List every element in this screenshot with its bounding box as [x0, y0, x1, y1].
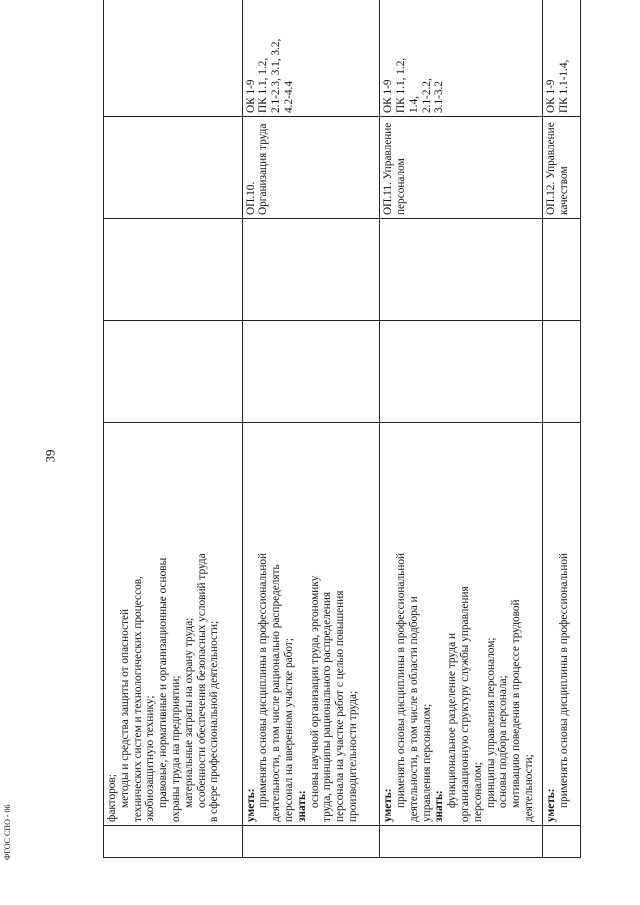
page-number: 39	[42, 449, 58, 463]
discipline-name: ОП.12. Управление качеством	[544, 122, 570, 215]
competencies-cell	[380, 0, 543, 117]
requirement-line: знать:	[433, 790, 446, 822]
requirement-line: правовые, нормативные и организационные основы	[157, 557, 170, 808]
requirement-line: применять основы дисциплины в профессиональной	[557, 552, 570, 808]
requirements-cell	[104, 423, 243, 826]
hours-mandatory-cell	[380, 219, 543, 321]
hours-mandatory-cell	[242, 219, 380, 321]
competency-code: 2.1-2.2,	[420, 78, 433, 113]
requirement-line: основы научной организации труда, эргономику	[308, 575, 321, 808]
hours-max-cell	[104, 321, 243, 423]
hours-mandatory-cell	[542, 219, 580, 321]
requirement-line: деятельности;	[522, 754, 535, 822]
requirement-line: уметь:	[544, 788, 557, 822]
index-cell	[104, 826, 243, 858]
competencies-cell	[104, 0, 243, 117]
table-row	[542, 0, 580, 858]
competencies-cell	[542, 0, 580, 117]
requirement-line: персонал на вверенном участке работ;	[283, 638, 295, 822]
discipline-cell	[242, 117, 380, 219]
requirement-line: применять основы дисциплины в профессиональной	[257, 552, 270, 808]
index-cell	[242, 826, 380, 858]
curriculum-table	[103, 0, 581, 858]
requirements-cell	[380, 423, 543, 826]
table-row	[242, 0, 380, 858]
requirement-line: деятельности, в том числе рационально распределять	[270, 564, 283, 822]
discipline-cell	[542, 117, 580, 219]
requirement-line: особенности обеспечения безопасных условий труда	[195, 553, 208, 808]
requirement-line: управления персоналом;	[420, 703, 433, 822]
requirement-line: уметь:	[244, 788, 257, 822]
requirement-line: персоналом;	[471, 762, 484, 822]
requirement-line: деятельности, в том числе в области подбора и	[407, 596, 420, 822]
competency-code: 2.1-2.3, 3.1, 3.2,	[270, 38, 283, 113]
competency-code: ПК 1.1, 1.2,	[257, 57, 270, 113]
requirement-line: методы и средства защиты от опасностей	[118, 608, 131, 808]
hours-max-cell	[380, 321, 543, 423]
requirement-line: знать:	[295, 790, 308, 822]
requirement-line: в сфере профессиональной деятельности;	[208, 620, 221, 822]
requirement-line: технических систем и технологических процессов,	[131, 576, 144, 822]
requirement-line: труда, принципы рационального распределения	[321, 591, 334, 822]
footer-label: ФГОС СПО - 06	[3, 804, 12, 860]
hours-mandatory-cell	[104, 219, 243, 321]
competencies-cell	[242, 0, 380, 117]
requirement-line: факторов;	[106, 774, 118, 822]
discipline-name: ОП.10. Организация труда	[244, 123, 270, 215]
curriculum-table-rotated	[103, 30, 581, 858]
requirements-cell	[242, 423, 380, 826]
requirement-line: организационную структуру службы управления	[458, 586, 471, 822]
competency-code: ПК 1.1, 1.2,	[394, 57, 407, 113]
competency-code: 1.4,	[407, 96, 420, 113]
requirement-line: уметь:	[382, 788, 395, 822]
requirement-line: охраны труда на предприятии;	[169, 675, 182, 822]
requirement-line: экобиозащитную технику;	[144, 695, 157, 822]
index-cell	[380, 826, 543, 858]
table-row	[380, 0, 543, 858]
discipline-cell	[104, 117, 243, 219]
requirement-line: материальные затраты на охрану труда;	[182, 617, 195, 808]
competency-code: 3.1-3.2	[433, 80, 446, 113]
competency-code: ОК 1-9	[382, 79, 395, 113]
index-cell	[542, 826, 580, 858]
requirement-line: принципы управления персоналом;	[484, 637, 497, 808]
table-row	[104, 0, 243, 858]
discipline-cell	[380, 117, 543, 219]
requirement-line: мотивацию поведения в процессе трудовой	[510, 599, 523, 808]
requirement-line: применять основы дисциплины в профессиональной	[394, 552, 407, 808]
hours-max-cell	[542, 321, 580, 423]
requirement-line: функциональное разделение труда и	[446, 633, 459, 808]
requirement-line: основы подбора персонала;	[497, 675, 510, 808]
requirement-line: персонала на участке работ с целью повышения	[334, 590, 347, 822]
competency-code: 4.2-4.4	[283, 80, 295, 113]
discipline-name: ОП.11. Управление персоналом	[382, 122, 407, 215]
competency-code: ОК 1-9	[544, 79, 557, 113]
competency-code: ОК 1-9	[244, 79, 257, 113]
hours-max-cell	[242, 321, 380, 423]
competency-code: ПК 1.1-1.4,	[557, 59, 570, 113]
requirements-cell	[542, 423, 580, 826]
requirement-line: производительности труда;	[346, 690, 359, 822]
